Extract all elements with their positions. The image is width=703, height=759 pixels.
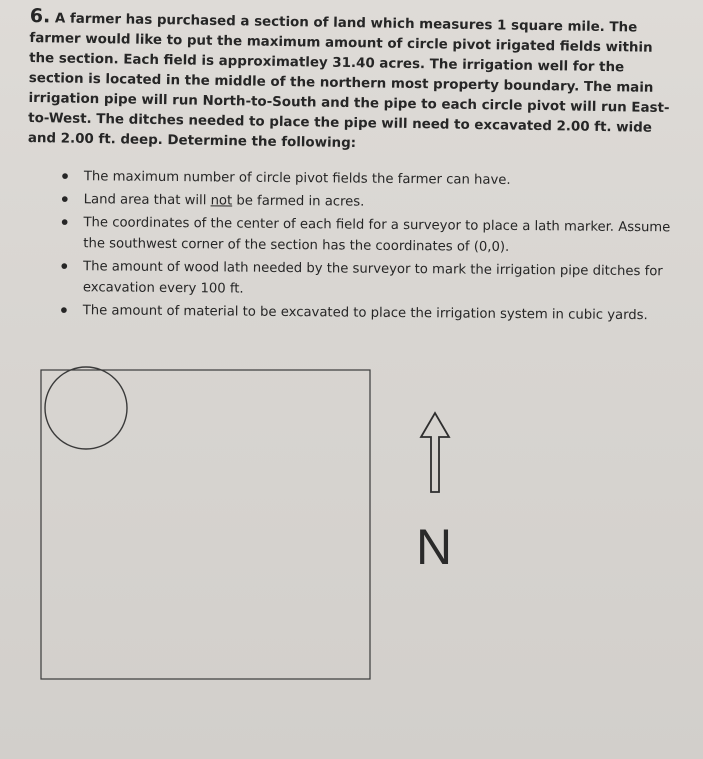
underlined-word: not [210,193,233,209]
problem-number: 6. [29,5,51,28]
problem-text: A farmer has purchased a section of land which measures 1 square mile. The farmer would like to put the maximum amount of circle pivot irigated fields within the section. Each field is approximatley 31.40 acres. The irrigation well for the section is located in the middle of the northern most property boundary. The main irrigation pipe will run North-to-South and the pipe to each circle pivot will run East-to-West. The ditches needed to place the pipe will need to excavated 2.00 ft. wide and 2.00 ft. deep. Determine the following: [27,11,670,152]
requirement-item: • The amount of material to be excavated to place the irrigation system in cubic yards. [59,300,679,326]
requirement-item: • Land area that will not be farmed in acres. [60,189,680,215]
requirement-item: • The amount of wood lath needed by the surveyor to mark the irrigation pipe ditches for excavation every 100 ft. [59,256,679,303]
pivot-field-circle [45,367,127,449]
north-label: N [415,519,453,575]
requirement-item: • The maximum number of circle pivot fields the farmer can have. [60,166,680,192]
section-boundary [41,370,370,679]
north-arrow-icon [421,413,449,492]
requirement-item: • The coordinates of the center of each field for a surveyor to place a lath marker. Assume the southwest corner of the section has the coordinates of (0,0). [59,212,679,259]
